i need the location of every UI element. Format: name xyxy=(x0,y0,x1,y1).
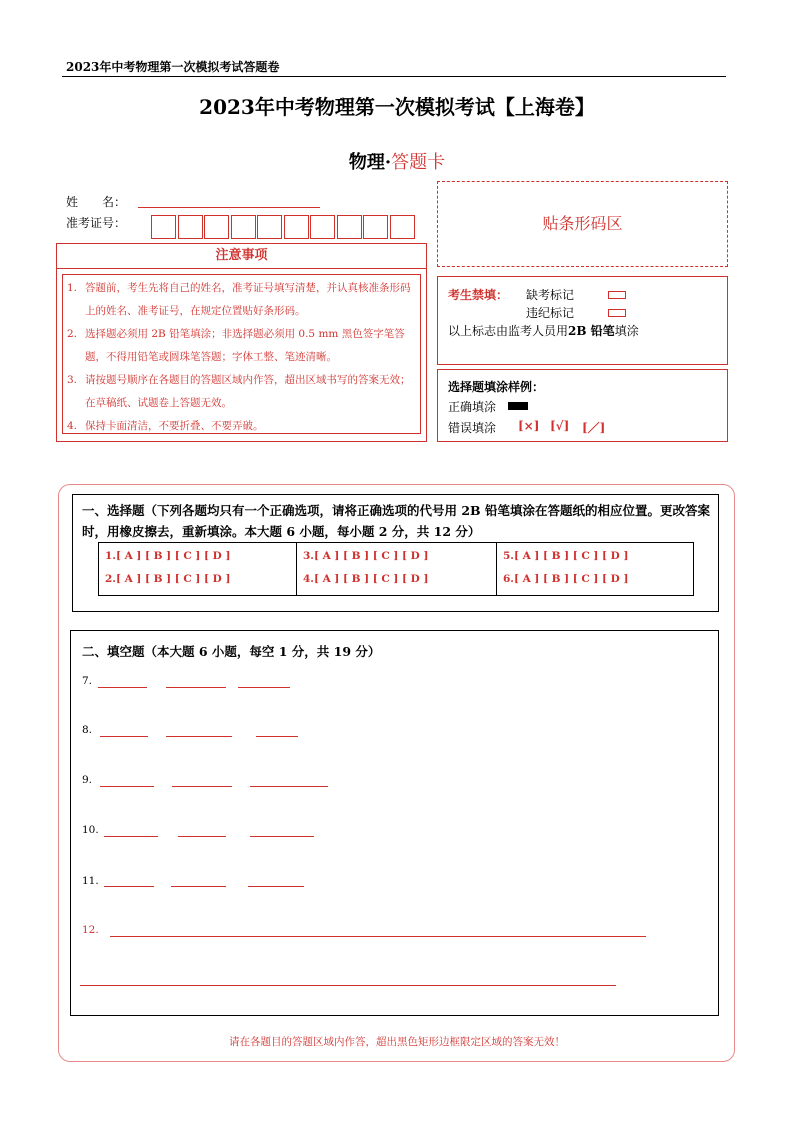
answer-blank[interactable] xyxy=(256,736,298,737)
absent-mark-label: 缺考标记 xyxy=(526,288,575,302)
name-label: 姓 名： xyxy=(66,195,127,209)
answer-blank[interactable] xyxy=(250,786,328,787)
answer-blank[interactable] xyxy=(250,836,314,837)
absent-mark-box[interactable] xyxy=(608,291,626,299)
notice-body xyxy=(62,274,421,434)
id-digit-box[interactable] xyxy=(204,215,229,239)
answer-blank[interactable] xyxy=(98,687,147,688)
answer-blank[interactable] xyxy=(80,985,616,986)
correct-fill-mark xyxy=(508,402,528,410)
question-8: 8. xyxy=(82,724,93,736)
answer-blank[interactable] xyxy=(100,786,154,787)
title-dot: · xyxy=(384,152,392,173)
choice-answer-table xyxy=(98,542,694,596)
answer-blank[interactable] xyxy=(100,736,148,737)
answer-row-6[interactable]: 6.[ A ] [ B ] [ C ] [ D ] xyxy=(503,573,629,585)
violation-mark-box[interactable] xyxy=(608,309,626,317)
header-divider xyxy=(62,76,726,77)
answer-column xyxy=(497,543,693,595)
wrong-mark: [×] xyxy=(518,419,540,433)
name-field[interactable] xyxy=(138,207,320,208)
question-9: 9. xyxy=(82,774,93,786)
answer-blank[interactable] xyxy=(238,687,290,688)
id-digit-box[interactable] xyxy=(257,215,282,239)
question-12: 12. xyxy=(82,924,99,936)
notice-heading: 注意事项 xyxy=(57,244,426,269)
answer-blank[interactable] xyxy=(172,786,232,787)
section2-heading: 二、填空题（本大题 6 小题，每空 1 分，共 19 分） xyxy=(82,644,381,659)
id-digit-box[interactable] xyxy=(310,215,335,239)
answer-blank[interactable] xyxy=(166,736,232,737)
id-digit-box[interactable] xyxy=(231,215,256,239)
forbidden-note: 以上标志由监考人员用2B 铅笔填涂 xyxy=(448,324,639,338)
answer-row-4[interactable]: 4.[ A ] [ B ] [ C ] [ D ] xyxy=(303,573,429,585)
forbidden-label: 考生禁填： xyxy=(448,288,509,302)
question-11: 11. xyxy=(82,875,99,887)
answer-blank[interactable] xyxy=(178,836,226,837)
running-header: 2023年中考物理第一次模拟考试答题卷 xyxy=(66,60,280,74)
answer-row-1[interactable]: 1.[ A ] [ B ] [ C ] [ D ] xyxy=(105,550,231,562)
wrong-mark: [／] xyxy=(582,421,606,435)
answer-blank[interactable] xyxy=(104,836,158,837)
answer-blank[interactable] xyxy=(110,936,646,937)
question-10: 10. xyxy=(82,824,99,836)
correct-fill-label: 正确填涂 xyxy=(448,400,497,414)
question-7: 7. xyxy=(82,675,93,687)
notice-item: 4. 保持卡面清洁，不要折叠、不要弄破。 xyxy=(67,420,264,432)
violation-mark-label: 违纪标记 xyxy=(526,306,575,320)
answer-card-title xyxy=(0,148,794,174)
answer-blank[interactable] xyxy=(104,886,154,887)
answer-blank[interactable] xyxy=(248,886,304,887)
notice-panel xyxy=(56,243,427,442)
id-digit-box[interactable] xyxy=(178,215,203,239)
footer-warning: 请在各题目的答题区域内作答，超出黑色矩形边框限定区域的答案无效！ xyxy=(229,1036,565,1048)
notice-item: 1. 答题前，考生先将自己的姓名，准考证号填写清楚，并认真核准条形码上的姓名、准考证号，在规定位置贴好条形码。 xyxy=(67,282,411,317)
id-digit-box[interactable] xyxy=(151,215,176,239)
id-digit-box[interactable] xyxy=(337,215,362,239)
answer-row-5[interactable]: 5.[ A ] [ B ] [ C ] [ D ] xyxy=(503,550,629,562)
wrong-mark: [√] xyxy=(550,419,570,433)
notice-item: 3. 请按题号顺序在各题目的答题区域内作答，超出区域书写的答案无效；在草稿纸、试题卷上答题无效。 xyxy=(67,374,411,409)
fill-sample-panel xyxy=(437,369,728,442)
exam-title: 2023年中考物理第一次模拟考试【上海卷】 xyxy=(199,95,595,119)
card-label: 答题卡 xyxy=(391,152,446,173)
id-digit-box[interactable] xyxy=(363,215,388,239)
wrong-fill-label: 错误填涂 xyxy=(448,421,497,435)
answer-blank[interactable] xyxy=(166,687,226,688)
forbidden-marks-panel xyxy=(437,276,728,365)
answer-row-2[interactable]: 2.[ A ] [ B ] [ C ] [ D ] xyxy=(105,573,231,585)
answer-blank[interactable] xyxy=(171,886,226,887)
id-digit-box[interactable] xyxy=(284,215,309,239)
answer-row-3[interactable]: 3.[ A ] [ B ] [ C ] [ D ] xyxy=(303,550,429,562)
barcode-area: 贴条形码区 xyxy=(437,181,728,267)
answer-column xyxy=(297,543,497,595)
sample-title: 选择题填涂样例： xyxy=(448,380,545,394)
section1-heading: 一、选择题（下列各题均只有一个正确选项，请将正确选项的代号用 2B 铅笔填涂在答题纸的相应位置。更改答案时，用橡皮擦去，重新填涂。本大题 6 小题，每小题 2 分，共 12 分） xyxy=(82,503,710,539)
notice-item: 2. 选择题必须用 2B 铅笔填涂；非选择题必须用 0.5 mm 黑色签字笔答题，不得用铅笔或圆珠笔答题；字体工整、笔迹清晰。 xyxy=(67,328,405,363)
id-digit-box[interactable] xyxy=(390,215,415,239)
id-label: 准考证号： xyxy=(66,216,127,230)
subject-label: 物理 xyxy=(348,152,385,173)
answer-column xyxy=(99,543,297,595)
